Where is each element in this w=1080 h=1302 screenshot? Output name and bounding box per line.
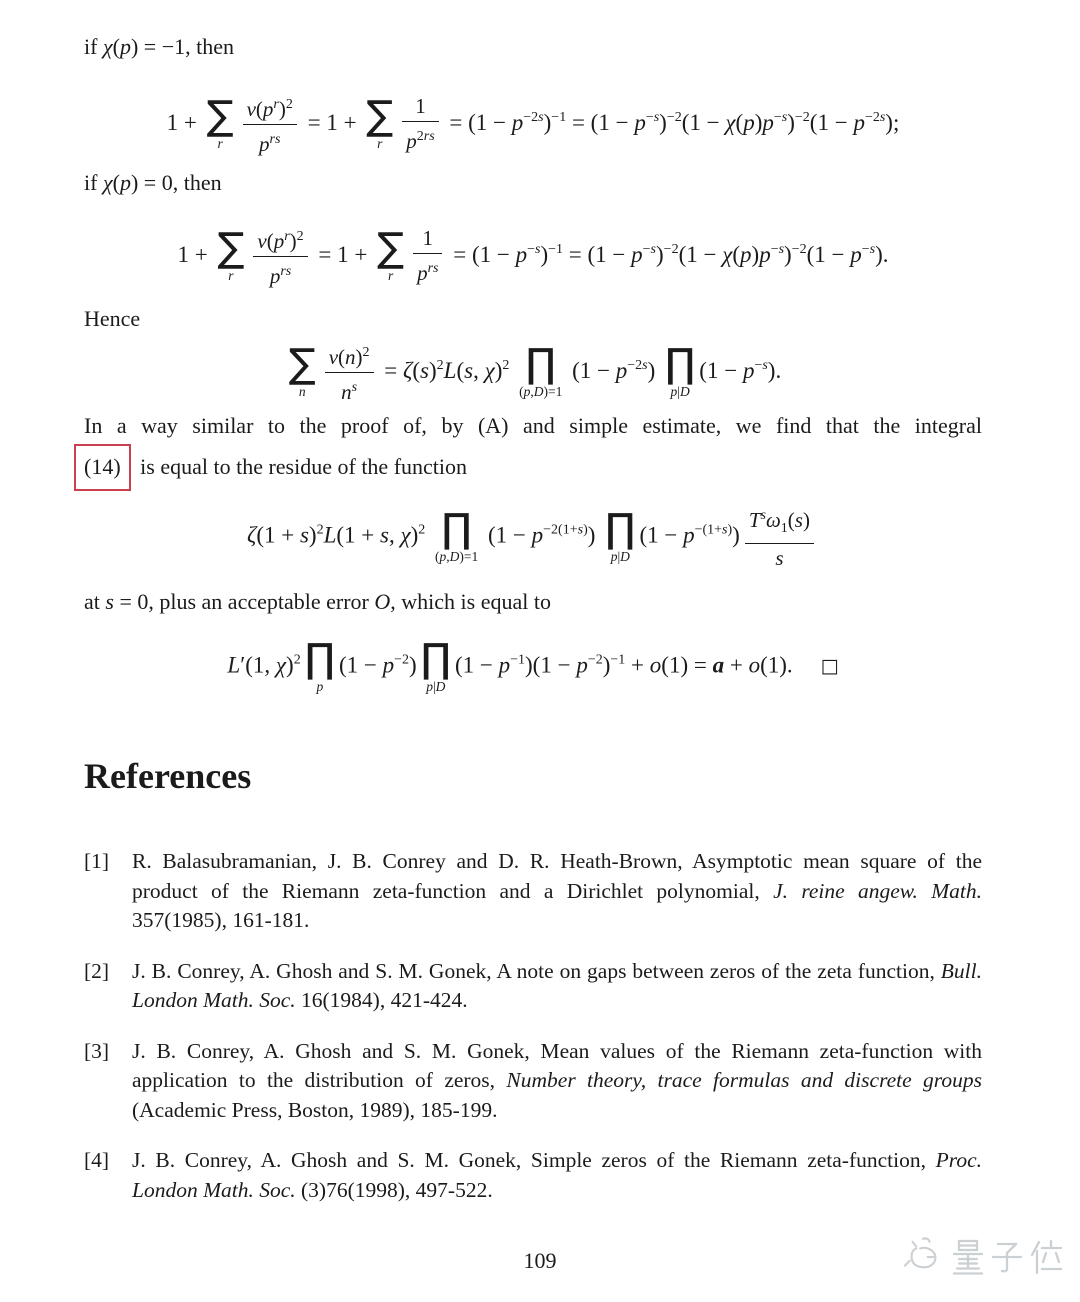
equation-final: [84, 621, 982, 713]
reference-list: [84, 847, 982, 1205]
proof-paragraph-line1: In a way similar to the proof of, by (A) and simple estimate, we find that the integral: [84, 413, 982, 438]
equation-chi-zero: [84, 210, 982, 302]
reference-item-4: [84, 1146, 982, 1205]
reference-text: J. B. Conrey, A. Ghosh and S. M. Gonek, Simple zeros of the Riemann zeta-function, Proc. London Math. Soc. (3)76(1998), 497-522.: [132, 1148, 982, 1202]
equation-14-highlight-box: [74, 444, 131, 491]
equation-hence: [84, 330, 982, 414]
equation-residue-function: [84, 491, 982, 583]
equation-chi-zero-row: 1 + ∑ r $\frac{\nu(p^r)^2}{p^{rs}}$ = 1 + ∑ r $\frac{1}{p^{rs}}$ = $(1 - p^{-s})^{-1} = (1 - p^{-s})^{-2}(1 - \chi(p)p^{-s})^{-2}(1 - p^{-s})$.: [177, 225, 889, 288]
watermark: [902, 1236, 1064, 1280]
hence-label: Hence: [84, 306, 141, 331]
reference-item-1: [84, 847, 982, 936]
char-liang: [950, 1239, 986, 1277]
condition-line-chi-neg1: if χ(p) = −1, then: [84, 34, 234, 59]
equation-14-reference: (14): [84, 454, 121, 479]
at-s-zero-line: at s = 0, plus an acceptable error O, which is equal to: [84, 589, 551, 614]
proof-paragraph-line2-text: is equal to the residue of the function: [140, 454, 468, 479]
reference-text: J. B. Conrey, A. Ghosh and S. M. Gonek, Mean values of the Riemann zeta-function with application to the distribution of zeros, Number theory, trace formulas and discrete groups (Academic Press, Boston, 1989), 185-199.: [132, 1038, 982, 1122]
qbitai-logo-icon: [902, 1236, 944, 1280]
reference-label: [3]: [84, 1038, 110, 1063]
reference-label: [1]: [84, 849, 110, 873]
reference-item-3: [84, 1037, 982, 1126]
equation-chi-neg1-row: 1 + ∑ r $\frac{\nu(p^r)^2}{p^{rs}}$ = 1 + ∑ r $\frac{1}{p^{2rs}}$ = $(1 - p^{-2s})^{-1} = (1 - p^{-s})^{-2}(1 - \chi(p)p^{-s})^{-2}(1 - p^{-2s})$;: [166, 93, 900, 156]
reference-text: J. B. Conrey, A. Ghosh and S. M. Gonek, A note on gaps between zeros of the zeta function, Bull. London Math. Soc. 16(1984), 421-424.: [132, 958, 982, 1012]
reference-label: [4]: [84, 1148, 110, 1172]
proof-paragraph-line2: [84, 444, 982, 491]
equation-hence-row: ∑ n $\frac{\nu(n)^2}{n^s}$ = $\zeta(s)^2L(s$, χ)$^2$ ∏ (p,D)=1 $(1 - p^{-2s})$ ∏ p|D $(1 - p^{-s})$.: [288, 341, 782, 404]
char-zi: [989, 1239, 1025, 1277]
reference-text: R. Balasubramanian, J. B. Conrey and D. R. Heath-Brown, Asymptotic mean square of the product of the Riemann zeta-function and a Dirichlet polynomial, J. reine angew. Math. 357(1985), 161-181.: [132, 849, 983, 932]
references-heading: References: [84, 756, 252, 796]
equation-chi-neg1: [84, 78, 982, 170]
page-number: 109: [523, 1248, 557, 1273]
watermark-characters: [950, 1239, 1064, 1277]
reference-label: [2]: [84, 958, 110, 983]
char-wei: [1028, 1239, 1064, 1277]
reference-item-2: [84, 957, 982, 1016]
equation-residue-function-row: $\zeta(1 + s)^2L(1 + s$, χ)$^2$ ∏ (p,D)=1 $(1 - p^{-2(1+s)})$ ∏ p|D $(1 - p^{-(1+s)})$ $\frac{T^s\omega_1(s)}{s}$: [84, 504, 982, 570]
equation-final-row: L′(1, χ)$^2$ ∏ p $(1 - p^{-2})$ ∏ p|D $(1 - p^{-1})(1 - p^{-2})^{-1} + o(1) = a + o(1)$. □: [227, 636, 839, 694]
condition-line-chi-zero: if χ(p) = 0, then: [84, 170, 222, 195]
